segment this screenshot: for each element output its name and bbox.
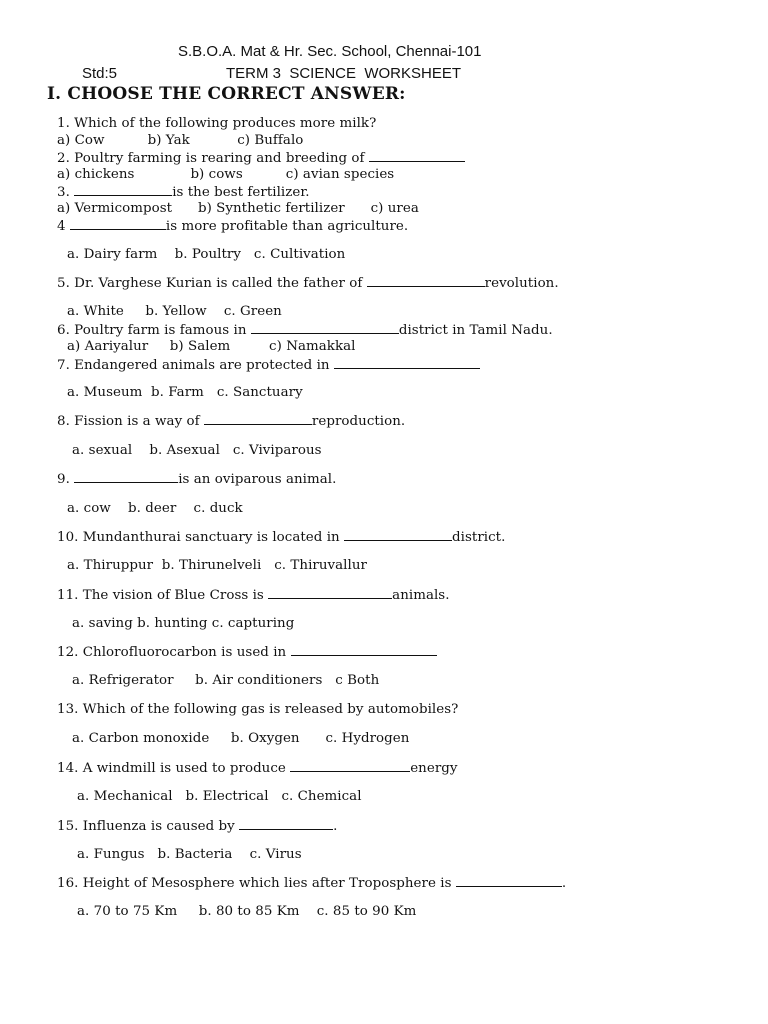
question-line [57, 412, 405, 430]
question-text: . [333, 819, 338, 834]
question-line [77, 788, 362, 805]
question-text: 14. A windmill is used to produce [57, 761, 291, 776]
question-text: a. 70 to 75 Km b. 80 to 85 Km c. 85 to 90 Km [77, 904, 417, 919]
question-text: 15. Influenza is caused by [57, 819, 240, 834]
question-text: a) Aariyalur b) Salem c) Namakkal [67, 339, 356, 354]
question-text: 12. Chlorofluorocarbon is used in [57, 645, 291, 660]
question-text: 11. The vision of Blue Cross is [57, 588, 269, 603]
question-line [57, 643, 437, 661]
question-text: a) Cow b) Yak c) Buffalo [57, 133, 304, 148]
question-line [67, 246, 345, 263]
question-text: a. cow b. deer c. duck [67, 501, 243, 516]
question-line [67, 384, 303, 401]
question-line [67, 557, 367, 574]
question-line [67, 303, 282, 320]
question-text: 13. Which of the following gas is released by automobiles? [57, 702, 459, 717]
question-text: energy [410, 761, 458, 776]
question-line [72, 615, 294, 632]
question-line [57, 200, 419, 217]
question-line [57, 321, 553, 339]
question-text: is an oviparous animal. [178, 472, 337, 487]
question-line [57, 528, 505, 546]
question-text: is more profitable than agriculture. [165, 219, 409, 234]
question-line [67, 338, 355, 355]
question-text: 6. Poultry farm is famous in [57, 323, 251, 338]
answer-blank[interactable] [290, 759, 410, 772]
question-line [67, 500, 243, 517]
answer-blank[interactable] [344, 528, 452, 541]
question-text: a) Vermicompost b) Synthetic fertilizer c) urea [57, 201, 419, 216]
question-text: district in Tamil Nadu. [398, 323, 553, 338]
question-text: 8. Fission is a way of [57, 414, 204, 429]
section-title: I. CHOOSE THE CORRECT ANSWER: [47, 84, 406, 104]
question-line [57, 701, 458, 718]
answer-blank[interactable] [268, 586, 392, 599]
question-text: 16. Height of Mesosphere which lies after Troposphere is [57, 876, 456, 891]
school-name: S.B.O.A. Mat & Hr. Sec. School, Chennai-101 [178, 43, 482, 60]
answer-blank[interactable] [334, 356, 480, 369]
answer-blank[interactable] [239, 817, 333, 830]
question-text: a. Carbon monoxide b. Oxygen c. Hydrogen [72, 731, 410, 746]
question-line [57, 132, 303, 149]
worksheet-title: TERM 3 SCIENCE WORKSHEET [226, 65, 462, 82]
question-line [72, 730, 409, 747]
question-text: revolution. [484, 276, 559, 291]
answer-blank[interactable] [369, 149, 465, 162]
question-text: 2. Poultry farming is rearing and breeding of [57, 151, 369, 166]
question-text: district. [452, 530, 506, 545]
question-line [57, 183, 310, 201]
question-line [57, 274, 559, 292]
answer-blank[interactable] [204, 412, 312, 425]
question-line [77, 846, 302, 863]
answer-blank[interactable] [456, 874, 562, 887]
question-text: 7. Endangered animals are protected in [57, 358, 334, 373]
answer-blank[interactable] [74, 183, 172, 196]
question-text: animals. [392, 588, 450, 603]
question-text: is the best fertilizer. [172, 185, 310, 200]
question-text: a. Dairy farm b. Poultry c. Cultivation [67, 247, 346, 262]
question-line [57, 817, 337, 835]
question-line [57, 470, 336, 488]
question-text: a. saving b. hunting c. capturing [72, 616, 295, 631]
answer-blank[interactable] [291, 643, 437, 656]
question-line [57, 166, 394, 183]
question-text: a. White b. Yellow c. Green [67, 304, 282, 319]
question-text: . [561, 876, 567, 891]
question-line [57, 759, 458, 777]
question-text: a. Thiruppur b. Thirunelveli c. Thiruvallur [67, 558, 367, 573]
question-text: a. Fungus b. Bacteria c. Virus [77, 847, 302, 862]
question-line [77, 903, 416, 920]
question-text: a. Museum b. Farm c. Sanctuary [67, 385, 303, 400]
question-line [57, 586, 450, 604]
answer-blank[interactable] [74, 470, 178, 483]
question-line [57, 115, 376, 132]
question-text: 4 [57, 219, 70, 234]
question-line [57, 356, 480, 374]
question-text: 1. Which of the following produces more milk? [57, 116, 377, 131]
question-text: a. Refrigerator b. Air conditioners c Both [72, 673, 380, 688]
question-text: 5. Dr. Varghese Kurian is called the father of [57, 276, 367, 291]
question-line [57, 217, 408, 235]
question-text: a. sexual b. Asexual c. Viviparous [72, 443, 322, 458]
question-text: 10. Mundanthurai sanctuary is located in [57, 530, 345, 545]
question-line [57, 149, 465, 167]
question-line [72, 442, 322, 459]
answer-blank[interactable] [251, 321, 399, 334]
question-text: 3. [57, 185, 75, 200]
question-line [72, 672, 379, 689]
answer-blank[interactable] [367, 274, 485, 287]
question-text: a) chickens b) cows c) avian species [57, 167, 395, 182]
answer-blank[interactable] [70, 217, 166, 230]
class-label: Std:5 [82, 65, 118, 82]
question-line [57, 874, 566, 892]
question-text: a. Mechanical b. Electrical c. Chemical [77, 789, 362, 804]
question-text: reproduction. [311, 414, 406, 429]
question-text: 9. [57, 472, 75, 487]
